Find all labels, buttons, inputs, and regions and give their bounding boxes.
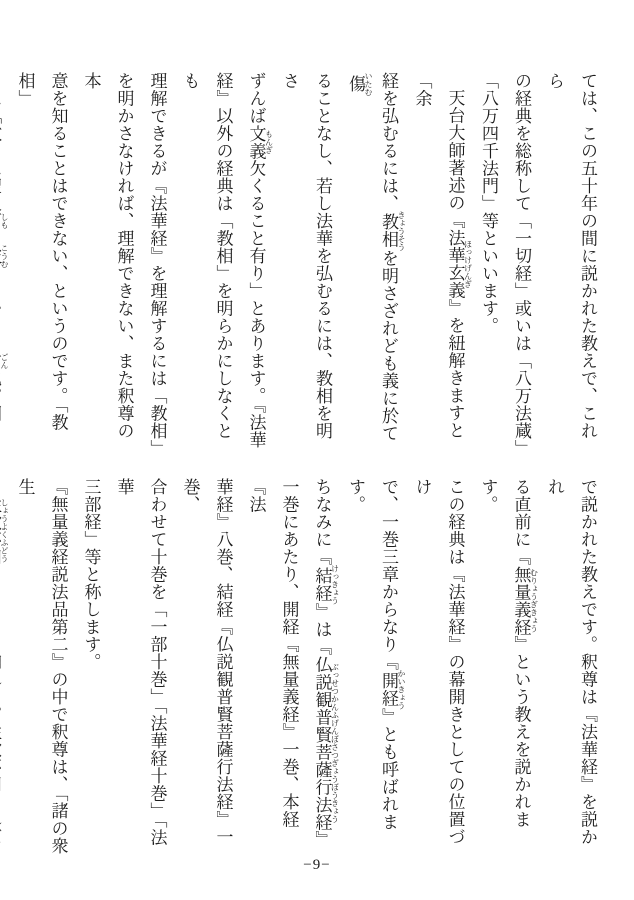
text-line: 華経』八巻、結経『仏説観普賢菩薩行法経』一巻、 xyxy=(180,478,233,846)
text-line: ちなみに『結経 けっきょう』は『仏説観普賢菩薩行法経 ぶっせつかんふげんぼさつぎょうぼうきょう』 xyxy=(312,478,340,848)
ruby-annotated-term: 文義 もんぎ xyxy=(246,124,274,160)
text-line: この経典は『法華経』の幕開きとしての位置づけ xyxy=(412,478,465,846)
bottom-text-block xyxy=(0,478,604,856)
text-line: 経』以外の経典は「教相」を明らかにしなくとも xyxy=(180,72,233,440)
text-line: の経典を総称して「一切経」或いは「八万法蔵」 xyxy=(512,72,531,457)
text-line: る直前に『無量義経 むりょうぎきょう』という教えを説かれます。 xyxy=(478,478,539,828)
ruby-annotated-term: ごん xyxy=(0,352,9,370)
ruby-annotated-term: 傷 いたむ xyxy=(346,72,373,96)
text-line: で、一巻三章からなり『開経 かいきょう』とも呼ばれます。 xyxy=(346,478,406,831)
top-text-block xyxy=(0,72,604,457)
text-line: 理解できるが『法華経』を理解するには「教相」 xyxy=(147,72,167,457)
text-line: で説かれた教えです。釈尊は『法華経』を説かれ xyxy=(545,478,597,846)
text-line: ては、この五十年の間に説かれた教えで、これら xyxy=(545,72,597,440)
text-line: 経を弘むるには、教相 きょうそうを明さざれども義に於て傷 いたむ xyxy=(346,72,406,442)
text-line: 合わせて十巻を「一部十巻」「法華経十巻」「法華 xyxy=(114,478,167,846)
text-line: 『無量義経説法品第二』の中で釈尊は、「諸の衆生 xyxy=(15,478,68,855)
ruby-annotated-term: 法華玄義 ほっけげんぎ xyxy=(445,229,473,299)
ruby-annotated-term: しょうよくふどう xyxy=(0,495,9,566)
ruby-annotated-term: しも xyxy=(0,212,9,230)
text-line xyxy=(0,72,9,450)
ruby-annotated-term: 無量義経 むりょうぎきょう xyxy=(511,565,539,636)
ruby-annotated-term: 教相 きょうそう xyxy=(379,210,406,251)
ruby-annotated-term: こうむ xyxy=(0,243,9,268)
ruby-annotated-term: 結経 けっきょう xyxy=(312,564,340,605)
text-line: ることなし、若し法華を弘むるには、教相を明さ xyxy=(280,72,332,440)
text-line: 一巻にあたり、開経『無量義経』一巻、本経『法 xyxy=(246,478,299,828)
ruby-annotated-term: 開経 かいきょう xyxy=(379,669,406,710)
text-line: 三部経」等と称します。 xyxy=(81,478,101,671)
text-line: 天台大師著述の『法華玄義 ほっけげんぎ』を紐解きますと「余 xyxy=(412,72,473,439)
page-number: −9− xyxy=(303,857,331,873)
text-line xyxy=(0,478,9,856)
text-line: 「八万四千法門」等といいます。 xyxy=(479,72,498,335)
text-line: を明かさなければ、理解できない、また釈尊の本 xyxy=(81,72,134,440)
text-line: 意を知ることはできない、というのです。「教相」 xyxy=(15,72,68,431)
ruby-annotated-term: 仏説観普賢菩薩行法経 ぶっせつかんふげんぼさつぎょうぼうきょう xyxy=(312,655,340,831)
text-line: ずんば文義 もんぎ欠くること有り」とあります。『法華 xyxy=(246,72,274,449)
